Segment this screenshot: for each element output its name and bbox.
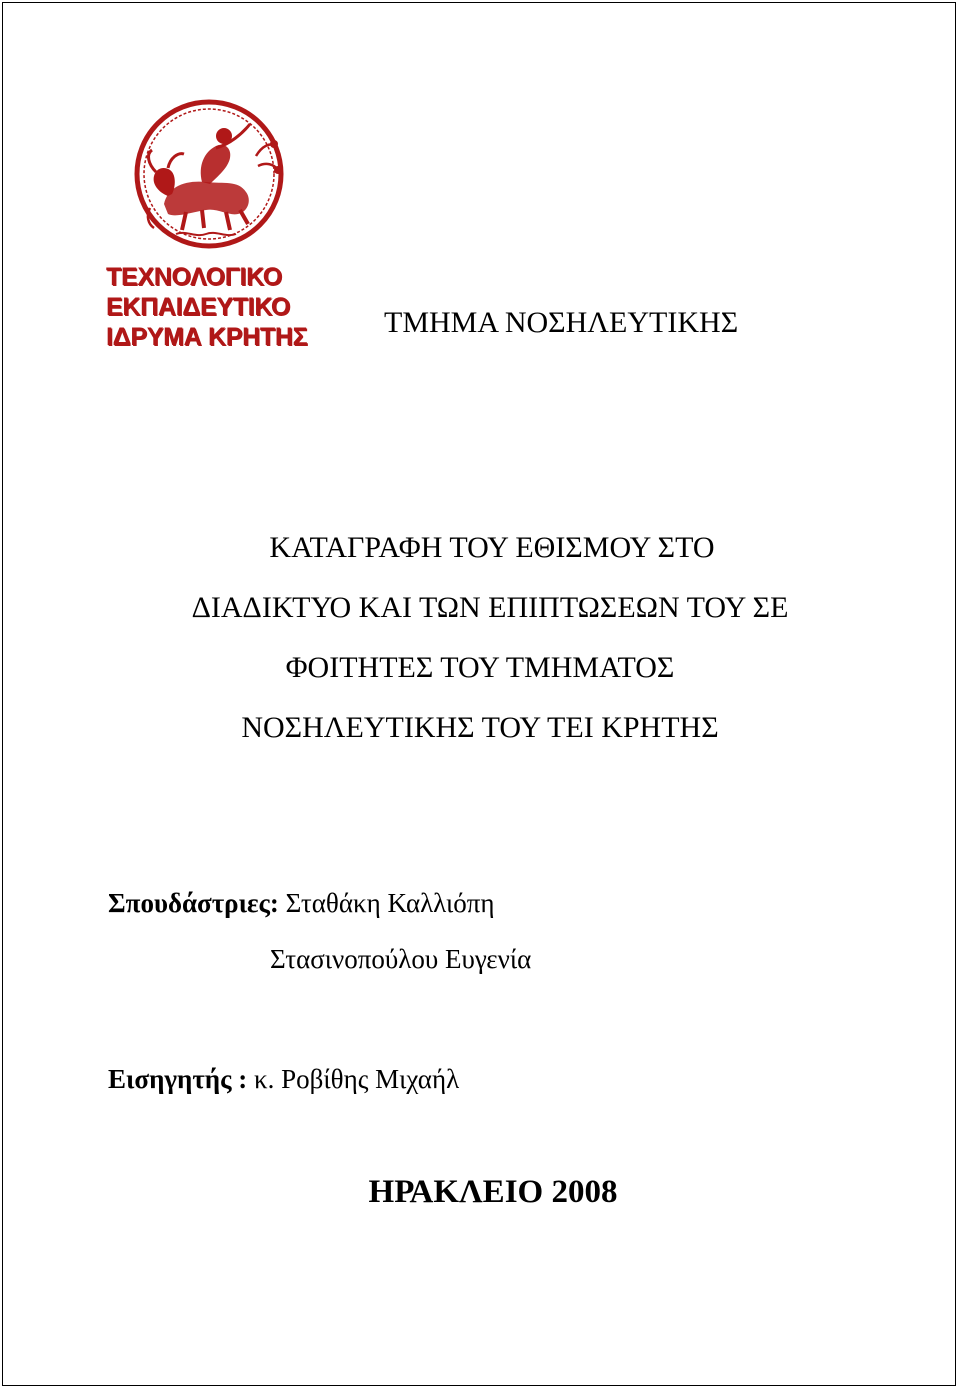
thesis-title-line-4: ΝΟΣΗΛΕΥΤΙΚΗΣ ΤΟΥ ΤΕΙ ΚΡΗΤΗΣ (241, 711, 719, 744)
department-name: ΤΜΗΜΑ ΝΟΣΗΛΕΥΤΙΚΗΣ (384, 306, 739, 339)
supervisor-line (108, 1064, 459, 1095)
students-label: Σπουδάστριες: (108, 888, 279, 918)
thesis-title-line-2: ΔΙΑΔΙΚΤΥΟ ΚΑΙ ΤΩΝ ΕΠΙΠΤΩΣΕΩΝ ΤΟΥ ΣΕ (191, 591, 789, 624)
bull-rider-seal-icon (106, 96, 306, 256)
students-line (108, 888, 494, 919)
student-name-1: Σταθάκη Καλλιόπη (278, 888, 495, 918)
institution-logo (106, 96, 306, 358)
logo-line-3: ΙΔΡΥΜΑ ΚΡΗΤΗΣ (106, 323, 308, 351)
thesis-title-line-3: ΦΟΙΤΗΤΕΣ ΤΟΥ ΤΜΗΜΑΤΟΣ (285, 651, 675, 684)
supervisor-label: Εισηγητής : (108, 1064, 248, 1094)
thesis-title (0, 518, 960, 758)
logo-wordmark (106, 262, 306, 352)
logo-line-1: ΤΕΧΝΟΛΟΓΙΚΟ (106, 263, 282, 291)
logo-line-2: ΕΚΠΑΙΔΕΥΤΙΚΟ (106, 293, 291, 321)
student-name-2: Στασινοπούλου Ευγενία (270, 944, 532, 974)
city-and-year: ΗΡΑΚΛΕΙΟ 2008 (368, 1174, 618, 1210)
thesis-title-line-1: ΚΑΤΑΓΡΑΦΗ ΤΟΥ ΕΘΙΣΜΟΥ ΣΤΟ (269, 531, 715, 564)
supervisor-name: κ. Ροβίθης Μιχαήλ (247, 1064, 460, 1094)
